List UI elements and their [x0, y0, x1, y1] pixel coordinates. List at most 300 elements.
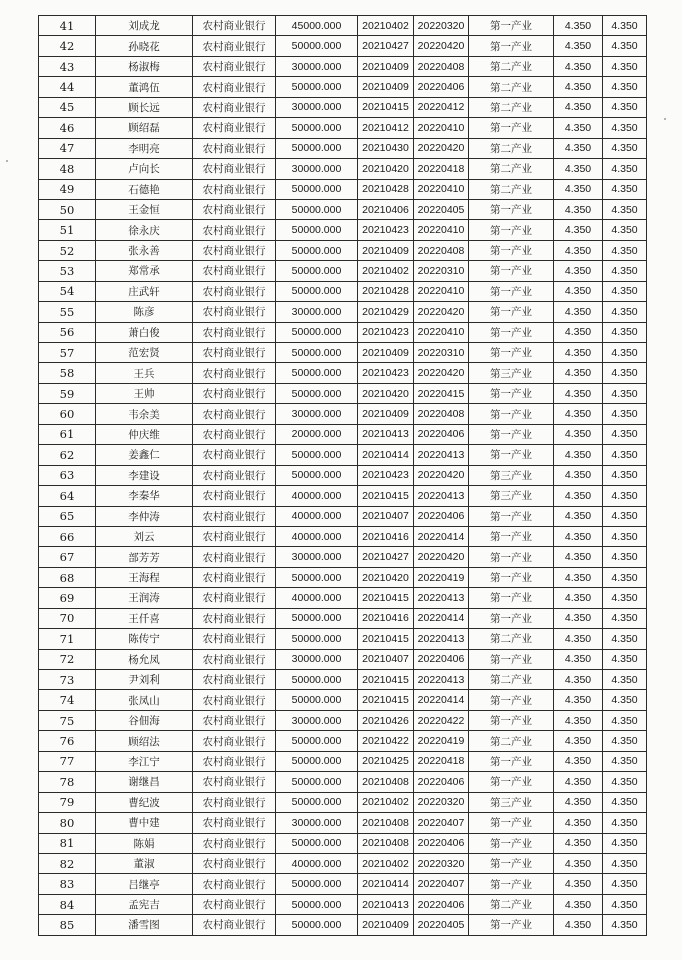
- subsidy-rate-cell: 4.350: [603, 383, 647, 403]
- loan-amount-cell: 30000.000: [276, 547, 358, 567]
- table-row: [39, 363, 647, 383]
- bank-name-cell: 农村商业银行: [193, 710, 276, 730]
- row-number-cell: 44: [39, 77, 96, 97]
- bank-name-cell: 农村商业银行: [193, 77, 276, 97]
- row-number-cell: 64: [39, 486, 96, 506]
- subsidy-rate-cell: 4.350: [603, 629, 647, 649]
- interest-rate-cell: 4.350: [554, 36, 603, 56]
- end-date-cell: 20220413: [414, 670, 469, 690]
- start-date-cell: 20210415: [358, 486, 414, 506]
- row-number-cell: 53: [39, 261, 96, 281]
- end-date-cell: 20220408: [414, 240, 469, 260]
- borrower-name-cell: 仲庆维: [96, 424, 193, 444]
- start-date-cell: 20210423: [358, 220, 414, 240]
- loan-amount-cell: 50000.000: [276, 608, 358, 628]
- table-row: [39, 16, 647, 36]
- subsidy-rate-cell: 4.350: [603, 240, 647, 260]
- bank-name-cell: 农村商业银行: [193, 199, 276, 219]
- subsidy-rate-cell: 4.350: [603, 77, 647, 97]
- loan-amount-cell: 40000.000: [276, 506, 358, 526]
- table-row: [39, 486, 647, 506]
- end-date-cell: 20220320: [414, 16, 469, 36]
- table-row: [39, 322, 647, 342]
- end-date-cell: 20220406: [414, 833, 469, 853]
- start-date-cell: 20210406: [358, 199, 414, 219]
- row-number-cell: 48: [39, 159, 96, 179]
- industry-sector-cell: 第一产业: [469, 710, 554, 730]
- row-number-cell: 42: [39, 36, 96, 56]
- bank-name-cell: 农村商业银行: [193, 629, 276, 649]
- row-number-cell: 68: [39, 567, 96, 587]
- loan-table-body: [39, 16, 647, 936]
- end-date-cell: 20220410: [414, 220, 469, 240]
- borrower-name-cell: 谷佃海: [96, 710, 193, 730]
- borrower-name-cell: 陈传宁: [96, 629, 193, 649]
- loan-amount-cell: 50000.000: [276, 670, 358, 690]
- end-date-cell: 20220420: [414, 302, 469, 322]
- loan-amount-cell: 45000.000: [276, 16, 358, 36]
- end-date-cell: 20220406: [414, 894, 469, 914]
- industry-sector-cell: 第三产业: [469, 363, 554, 383]
- subsidy-rate-cell: 4.350: [603, 526, 647, 546]
- end-date-cell: 20220419: [414, 731, 469, 751]
- table-row: [39, 302, 647, 322]
- interest-rate-cell: 4.350: [554, 240, 603, 260]
- table-row: [39, 56, 647, 76]
- loan-amount-cell: 50000.000: [276, 833, 358, 853]
- bank-name-cell: 农村商业银行: [193, 240, 276, 260]
- borrower-name-cell: 李秦华: [96, 486, 193, 506]
- end-date-cell: 20220407: [414, 813, 469, 833]
- bank-name-cell: 农村商业银行: [193, 915, 276, 935]
- borrower-name-cell: 李建设: [96, 465, 193, 485]
- end-date-cell: 20220410: [414, 281, 469, 301]
- interest-rate-cell: 4.350: [554, 751, 603, 771]
- table-row: [39, 813, 647, 833]
- interest-rate-cell: 4.350: [554, 179, 603, 199]
- loan-amount-cell: 40000.000: [276, 853, 358, 873]
- row-number-cell: 69: [39, 588, 96, 608]
- interest-rate-cell: 4.350: [554, 77, 603, 97]
- bank-name-cell: 农村商业银行: [193, 179, 276, 199]
- bank-name-cell: 农村商业银行: [193, 751, 276, 771]
- industry-sector-cell: 第一产业: [469, 874, 554, 894]
- interest-rate-cell: 4.350: [554, 97, 603, 117]
- loan-amount-cell: 50000.000: [276, 731, 358, 751]
- industry-sector-cell: 第二产业: [469, 56, 554, 76]
- start-date-cell: 20210416: [358, 526, 414, 546]
- loan-amount-cell: 50000.000: [276, 465, 358, 485]
- end-date-cell: 20220320: [414, 792, 469, 812]
- table-row: [39, 915, 647, 935]
- row-number-cell: 45: [39, 97, 96, 117]
- loan-amount-cell: 50000.000: [276, 629, 358, 649]
- subsidy-rate-cell: 4.350: [603, 853, 647, 873]
- interest-rate-cell: 4.350: [554, 608, 603, 628]
- bank-name-cell: 农村商业银行: [193, 567, 276, 587]
- borrower-name-cell: 庄武轩: [96, 281, 193, 301]
- industry-sector-cell: 第一产业: [469, 261, 554, 281]
- borrower-name-cell: 吕继亭: [96, 874, 193, 894]
- bank-name-cell: 农村商业银行: [193, 465, 276, 485]
- industry-sector-cell: 第三产业: [469, 486, 554, 506]
- loan-amount-cell: 50000.000: [276, 261, 358, 281]
- loan-amount-cell: 30000.000: [276, 302, 358, 322]
- subsidy-rate-cell: 4.350: [603, 179, 647, 199]
- borrower-name-cell: 李仲涛: [96, 506, 193, 526]
- table-row: [39, 281, 647, 301]
- loan-amount-cell: 30000.000: [276, 710, 358, 730]
- loan-amount-cell: 50000.000: [276, 118, 358, 138]
- bank-name-cell: 农村商业银行: [193, 526, 276, 546]
- borrower-name-cell: 顾绍磊: [96, 118, 193, 138]
- interest-rate-cell: 4.350: [554, 159, 603, 179]
- industry-sector-cell: 第一产业: [469, 649, 554, 669]
- borrower-name-cell: 郑常承: [96, 261, 193, 281]
- row-number-cell: 76: [39, 731, 96, 751]
- row-number-cell: 78: [39, 772, 96, 792]
- industry-sector-cell: 第二产业: [469, 77, 554, 97]
- loan-amount-cell: 30000.000: [276, 813, 358, 833]
- interest-rate-cell: 4.350: [554, 404, 603, 424]
- table-row: [39, 36, 647, 56]
- end-date-cell: 20220413: [414, 629, 469, 649]
- bank-name-cell: 农村商业银行: [193, 118, 276, 138]
- loan-amount-cell: 50000.000: [276, 199, 358, 219]
- end-date-cell: 20220412: [414, 97, 469, 117]
- start-date-cell: 20210423: [358, 322, 414, 342]
- bank-name-cell: 农村商业银行: [193, 445, 276, 465]
- start-date-cell: 20210428: [358, 179, 414, 199]
- subsidy-rate-cell: 4.350: [603, 731, 647, 751]
- row-number-cell: 60: [39, 404, 96, 424]
- interest-rate-cell: 4.350: [554, 506, 603, 526]
- row-number-cell: 54: [39, 281, 96, 301]
- row-number-cell: 41: [39, 16, 96, 36]
- borrower-name-cell: 范宏贤: [96, 343, 193, 363]
- borrower-name-cell: 王帅: [96, 383, 193, 403]
- table-row: [39, 853, 647, 873]
- bank-name-cell: 农村商业银行: [193, 281, 276, 301]
- start-date-cell: 20210407: [358, 506, 414, 526]
- interest-rate-cell: 4.350: [554, 649, 603, 669]
- start-date-cell: 20210413: [358, 894, 414, 914]
- start-date-cell: 20210408: [358, 833, 414, 853]
- borrower-name-cell: 杨允凤: [96, 649, 193, 669]
- end-date-cell: 20220414: [414, 690, 469, 710]
- bank-name-cell: 农村商业银行: [193, 731, 276, 751]
- interest-rate-cell: 4.350: [554, 772, 603, 792]
- start-date-cell: 20210412: [358, 118, 414, 138]
- interest-rate-cell: 4.350: [554, 792, 603, 812]
- end-date-cell: 20220310: [414, 261, 469, 281]
- table-row: [39, 874, 647, 894]
- loan-amount-cell: 50000.000: [276, 36, 358, 56]
- row-number-cell: 72: [39, 649, 96, 669]
- start-date-cell: 20210415: [358, 588, 414, 608]
- subsidy-rate-cell: 4.350: [603, 710, 647, 730]
- subsidy-rate-cell: 4.350: [603, 424, 647, 444]
- subsidy-rate-cell: 4.350: [603, 751, 647, 771]
- start-date-cell: 20210402: [358, 792, 414, 812]
- interest-rate-cell: 4.350: [554, 220, 603, 240]
- end-date-cell: 20220420: [414, 547, 469, 567]
- interest-rate-cell: 4.350: [554, 894, 603, 914]
- end-date-cell: 20220406: [414, 77, 469, 97]
- loan-amount-cell: 50000.000: [276, 445, 358, 465]
- row-number-cell: 58: [39, 363, 96, 383]
- table-row: [39, 179, 647, 199]
- borrower-name-cell: 王海程: [96, 567, 193, 587]
- subsidy-rate-cell: 4.350: [603, 547, 647, 567]
- industry-sector-cell: 第一产业: [469, 833, 554, 853]
- bank-name-cell: 农村商业银行: [193, 322, 276, 342]
- subsidy-rate-cell: 4.350: [603, 567, 647, 587]
- row-number-cell: 59: [39, 383, 96, 403]
- end-date-cell: 20220419: [414, 567, 469, 587]
- interest-rate-cell: 4.350: [554, 363, 603, 383]
- subsidy-rate-cell: 4.350: [603, 833, 647, 853]
- row-number-cell: 56: [39, 322, 96, 342]
- interest-rate-cell: 4.350: [554, 833, 603, 853]
- interest-rate-cell: 4.350: [554, 281, 603, 301]
- end-date-cell: 20220406: [414, 506, 469, 526]
- borrower-name-cell: 陈彦: [96, 302, 193, 322]
- loan-amount-cell: 50000.000: [276, 179, 358, 199]
- row-number-cell: 85: [39, 915, 96, 935]
- borrower-name-cell: 潘雪图: [96, 915, 193, 935]
- industry-sector-cell: 第一产业: [469, 118, 554, 138]
- interest-rate-cell: 4.350: [554, 16, 603, 36]
- table-row: [39, 424, 647, 444]
- subsidy-rate-cell: 4.350: [603, 894, 647, 914]
- start-date-cell: 20210413: [358, 424, 414, 444]
- industry-sector-cell: 第二产业: [469, 179, 554, 199]
- subsidy-rate-cell: 4.350: [603, 915, 647, 935]
- table-row: [39, 894, 647, 914]
- subsidy-rate-cell: 4.350: [603, 404, 647, 424]
- loan-amount-cell: 50000.000: [276, 383, 358, 403]
- loan-amount-cell: 50000.000: [276, 343, 358, 363]
- bank-name-cell: 农村商业银行: [193, 302, 276, 322]
- row-number-cell: 74: [39, 690, 96, 710]
- start-date-cell: 20210409: [358, 240, 414, 260]
- subsidy-rate-cell: 4.350: [603, 486, 647, 506]
- table-row: [39, 199, 647, 219]
- interest-rate-cell: 4.350: [554, 383, 603, 403]
- start-date-cell: 20210428: [358, 281, 414, 301]
- industry-sector-cell: 第一产业: [469, 220, 554, 240]
- row-number-cell: 73: [39, 670, 96, 690]
- borrower-name-cell: 姜鑫仁: [96, 445, 193, 465]
- borrower-name-cell: 张凤山: [96, 690, 193, 710]
- interest-rate-cell: 4.350: [554, 853, 603, 873]
- interest-rate-cell: 4.350: [554, 629, 603, 649]
- interest-rate-cell: 4.350: [554, 322, 603, 342]
- interest-rate-cell: 4.350: [554, 731, 603, 751]
- loan-amount-cell: 30000.000: [276, 404, 358, 424]
- subsidy-rate-cell: 4.350: [603, 465, 647, 485]
- industry-sector-cell: 第一产业: [469, 302, 554, 322]
- industry-sector-cell: 第二产业: [469, 629, 554, 649]
- interest-rate-cell: 4.350: [554, 343, 603, 363]
- borrower-name-cell: 王兵: [96, 363, 193, 383]
- row-number-cell: 81: [39, 833, 96, 853]
- borrower-name-cell: 孟宪吉: [96, 894, 193, 914]
- start-date-cell: 20210430: [358, 138, 414, 158]
- borrower-name-cell: 王金恒: [96, 199, 193, 219]
- row-number-cell: 62: [39, 445, 96, 465]
- table-row: [39, 731, 647, 751]
- borrower-name-cell: 杨淑梅: [96, 56, 193, 76]
- row-number-cell: 50: [39, 199, 96, 219]
- start-date-cell: 20210415: [358, 629, 414, 649]
- bank-name-cell: 农村商业银行: [193, 404, 276, 424]
- bank-name-cell: 农村商业银行: [193, 874, 276, 894]
- bank-name-cell: 农村商业银行: [193, 56, 276, 76]
- start-date-cell: 20210414: [358, 874, 414, 894]
- end-date-cell: 20220414: [414, 526, 469, 546]
- row-number-cell: 51: [39, 220, 96, 240]
- industry-sector-cell: 第一产业: [469, 36, 554, 56]
- bank-name-cell: 农村商业银行: [193, 97, 276, 117]
- row-number-cell: 47: [39, 138, 96, 158]
- industry-sector-cell: 第二产业: [469, 894, 554, 914]
- subsidy-rate-cell: 4.350: [603, 138, 647, 158]
- bank-name-cell: 农村商业银行: [193, 649, 276, 669]
- interest-rate-cell: 4.350: [554, 486, 603, 506]
- loan-table: [38, 15, 647, 936]
- end-date-cell: 20220413: [414, 445, 469, 465]
- table-row: [39, 97, 647, 117]
- bank-name-cell: 农村商业银行: [193, 792, 276, 812]
- borrower-name-cell: 孙晓花: [96, 36, 193, 56]
- end-date-cell: 20220413: [414, 588, 469, 608]
- start-date-cell: 20210409: [358, 404, 414, 424]
- start-date-cell: 20210402: [358, 853, 414, 873]
- row-number-cell: 55: [39, 302, 96, 322]
- end-date-cell: 20220413: [414, 486, 469, 506]
- table-row: [39, 138, 647, 158]
- subsidy-rate-cell: 4.350: [603, 118, 647, 138]
- start-date-cell: 20210429: [358, 302, 414, 322]
- table-row: [39, 445, 647, 465]
- loan-amount-cell: 50000.000: [276, 77, 358, 97]
- start-date-cell: 20210427: [358, 36, 414, 56]
- table-row: [39, 751, 647, 771]
- end-date-cell: 20220320: [414, 853, 469, 873]
- interest-rate-cell: 4.350: [554, 302, 603, 322]
- row-number-cell: 57: [39, 343, 96, 363]
- industry-sector-cell: 第三产业: [469, 465, 554, 485]
- start-date-cell: 20210415: [358, 97, 414, 117]
- bank-name-cell: 农村商业银行: [193, 220, 276, 240]
- borrower-name-cell: 陈娟: [96, 833, 193, 853]
- end-date-cell: 20220406: [414, 772, 469, 792]
- subsidy-rate-cell: 4.350: [603, 874, 647, 894]
- interest-rate-cell: 4.350: [554, 567, 603, 587]
- industry-sector-cell: 第二产业: [469, 97, 554, 117]
- borrower-name-cell: 顾长远: [96, 97, 193, 117]
- start-date-cell: 20210420: [358, 567, 414, 587]
- start-date-cell: 20210420: [358, 383, 414, 403]
- bank-name-cell: 农村商业银行: [193, 138, 276, 158]
- table-row: [39, 118, 647, 138]
- subsidy-rate-cell: 4.350: [603, 363, 647, 383]
- industry-sector-cell: 第一产业: [469, 567, 554, 587]
- row-number-cell: 66: [39, 526, 96, 546]
- row-number-cell: 63: [39, 465, 96, 485]
- bank-name-cell: 农村商业银行: [193, 772, 276, 792]
- loan-amount-cell: 50000.000: [276, 281, 358, 301]
- start-date-cell: 20210427: [358, 547, 414, 567]
- interest-rate-cell: 4.350: [554, 465, 603, 485]
- row-number-cell: 77: [39, 751, 96, 771]
- table-row: [39, 710, 647, 730]
- start-date-cell: 20210408: [358, 772, 414, 792]
- subsidy-rate-cell: 4.350: [603, 670, 647, 690]
- bank-name-cell: 农村商业银行: [193, 343, 276, 363]
- industry-sector-cell: 第一产业: [469, 690, 554, 710]
- table-row: [39, 159, 647, 179]
- row-number-cell: 71: [39, 629, 96, 649]
- end-date-cell: 20220406: [414, 424, 469, 444]
- borrower-name-cell: 刘云: [96, 526, 193, 546]
- loan-amount-cell: 50000.000: [276, 220, 358, 240]
- bank-name-cell: 农村商业银行: [193, 486, 276, 506]
- loan-amount-cell: 40000.000: [276, 486, 358, 506]
- borrower-name-cell: 王仟喜: [96, 608, 193, 628]
- start-date-cell: 20210423: [358, 363, 414, 383]
- table-row: [39, 526, 647, 546]
- bank-name-cell: 农村商业银行: [193, 261, 276, 281]
- borrower-name-cell: 李明亮: [96, 138, 193, 158]
- interest-rate-cell: 4.350: [554, 199, 603, 219]
- interest-rate-cell: 4.350: [554, 424, 603, 444]
- table-row: [39, 404, 647, 424]
- subsidy-rate-cell: 4.350: [603, 343, 647, 363]
- end-date-cell: 20220405: [414, 915, 469, 935]
- table-row: [39, 833, 647, 853]
- interest-rate-cell: 4.350: [554, 547, 603, 567]
- loan-amount-cell: 40000.000: [276, 526, 358, 546]
- table-row: [39, 772, 647, 792]
- borrower-name-cell: 部芳芳: [96, 547, 193, 567]
- industry-sector-cell: 第一产业: [469, 16, 554, 36]
- row-number-cell: 80: [39, 813, 96, 833]
- subsidy-rate-cell: 4.350: [603, 261, 647, 281]
- row-number-cell: 82: [39, 853, 96, 873]
- industry-sector-cell: 第一产业: [469, 240, 554, 260]
- scan-speck: [664, 118, 666, 120]
- table-row: [39, 690, 647, 710]
- industry-sector-cell: 第一产业: [469, 322, 554, 342]
- start-date-cell: 20210415: [358, 690, 414, 710]
- row-number-cell: 70: [39, 608, 96, 628]
- start-date-cell: 20210409: [358, 56, 414, 76]
- subsidy-rate-cell: 4.350: [603, 302, 647, 322]
- industry-sector-cell: 第一产业: [469, 383, 554, 403]
- end-date-cell: 20220410: [414, 118, 469, 138]
- industry-sector-cell: 第一产业: [469, 343, 554, 363]
- loan-amount-cell: 50000.000: [276, 792, 358, 812]
- industry-sector-cell: 第一产业: [469, 813, 554, 833]
- borrower-name-cell: 石德艳: [96, 179, 193, 199]
- interest-rate-cell: 4.350: [554, 526, 603, 546]
- loan-amount-cell: 50000.000: [276, 240, 358, 260]
- row-number-cell: 84: [39, 894, 96, 914]
- row-number-cell: 83: [39, 874, 96, 894]
